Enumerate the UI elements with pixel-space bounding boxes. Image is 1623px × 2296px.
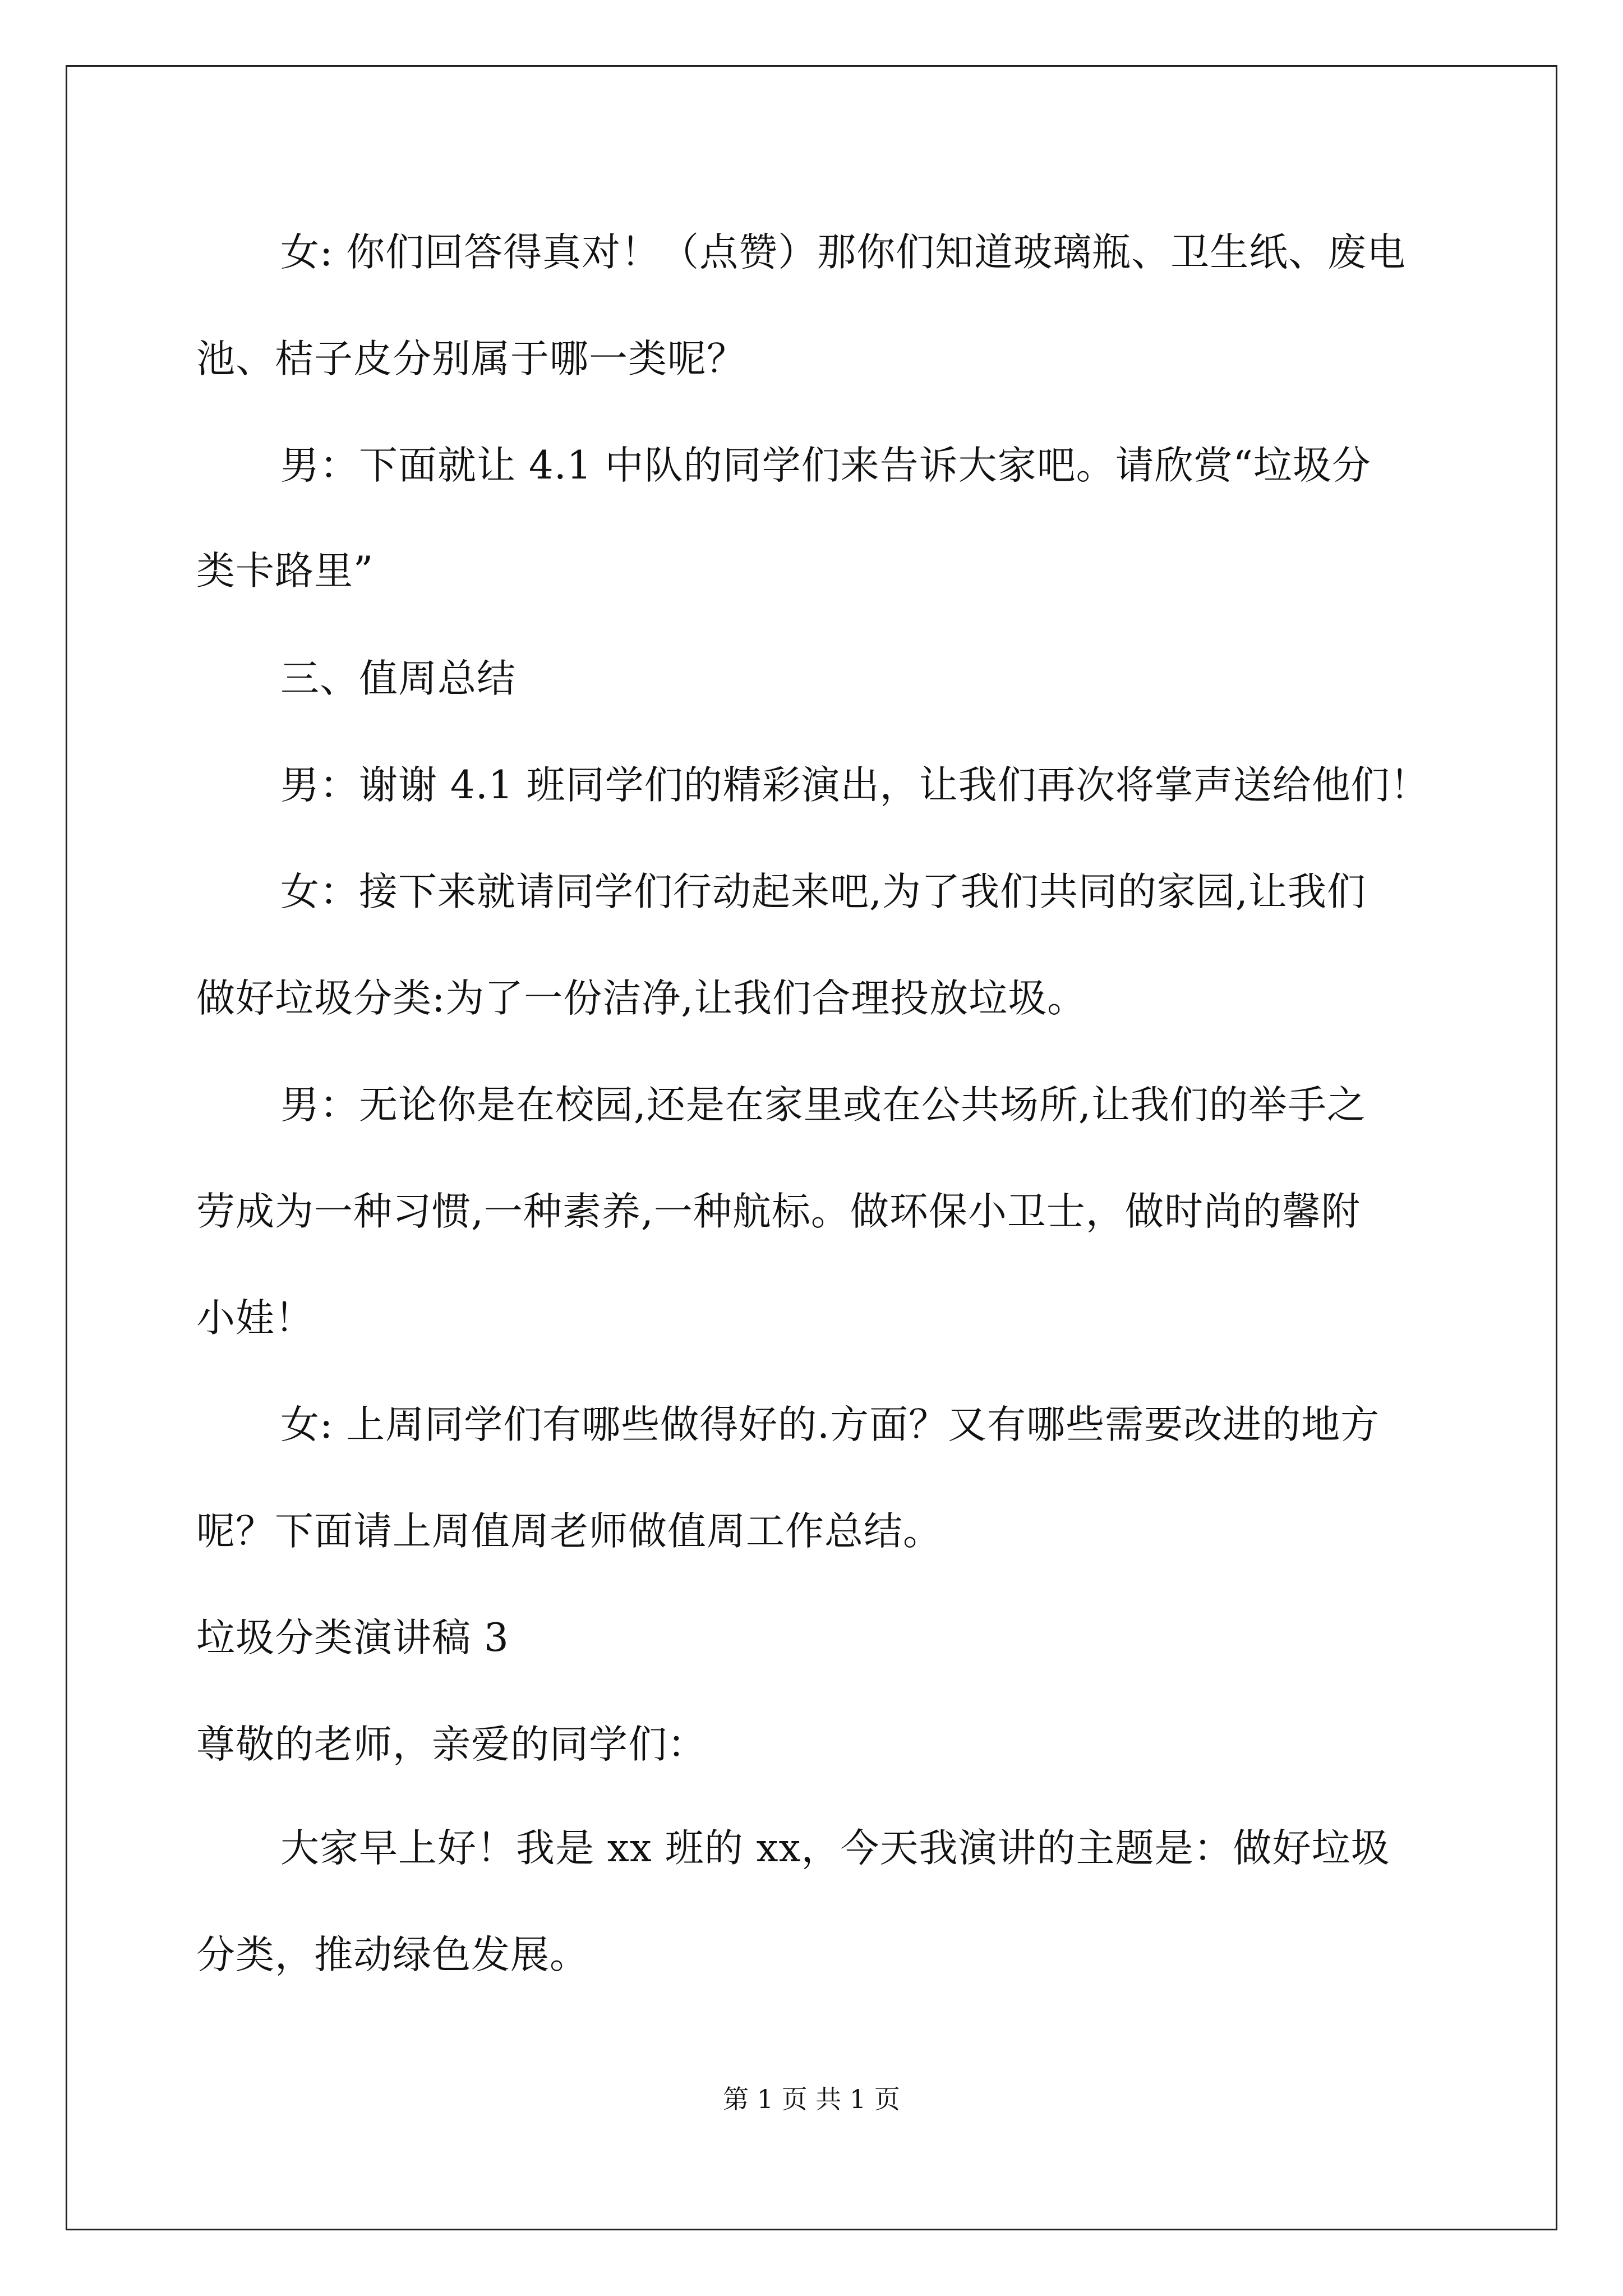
page-number: 第 1 页 共 1 页 [723, 2084, 900, 2114]
paragraph-line: 劳成为一种习惯,一种素养,一种航标。做环保小卫士，做时尚的馨附 [196, 1189, 1361, 1234]
paragraph-line: 做好垃圾分类:为了一份洁净,让我们合理投放垃圾。 [196, 976, 1087, 1021]
paragraph-line: 女: 你们回答得真对！（点赞）那你们知道玻璃瓶、卫生纸、废电 [280, 230, 1407, 275]
paragraph-line: 小娃！ [196, 1296, 314, 1341]
salutation: 尊敬的老师，亲爱的同学们： [196, 1722, 707, 1767]
paragraph-line: 女：接下来就请同学们行动起来吧,为了我们共同的家园,让我们 [280, 869, 1366, 914]
paragraph-line: 男：下面就让 4.1 中队的同学们来告诉大家吧。请欣赏“垃圾分 [280, 443, 1371, 488]
paragraph-line: 男：谢谢 4.1 班同学们的精彩演出，让我们再次将掌声送给他们！ [280, 763, 1430, 808]
paragraph-line: 女: 上周同学们有哪些做得好的.方面？又有哪些需要改进的地方 [280, 1402, 1380, 1447]
paragraph-line: 大家早上好！我是 xx 班的 xx，今天我演讲的主题是：做好垃圾 [280, 1826, 1390, 1871]
paragraph-line: 男：无论你是在校园,还是在家里或在公共场所,让我们的举手之 [280, 1083, 1366, 1128]
paragraph-line: 呢？下面请上周值周老师做值周工作总结。 [196, 1509, 942, 1554]
paragraph-line: 类卡路里” [196, 549, 374, 593]
paragraph-line: 分类，推动绿色发展。 [196, 1932, 589, 1977]
section-heading: 三、值周总结 [280, 656, 516, 701]
document-title: 垃圾分类演讲稿 3 [196, 1616, 509, 1660]
paragraph-line: 池、桔子皮分别属于哪一类呢？ [196, 337, 746, 381]
page-border [66, 65, 1557, 2230]
